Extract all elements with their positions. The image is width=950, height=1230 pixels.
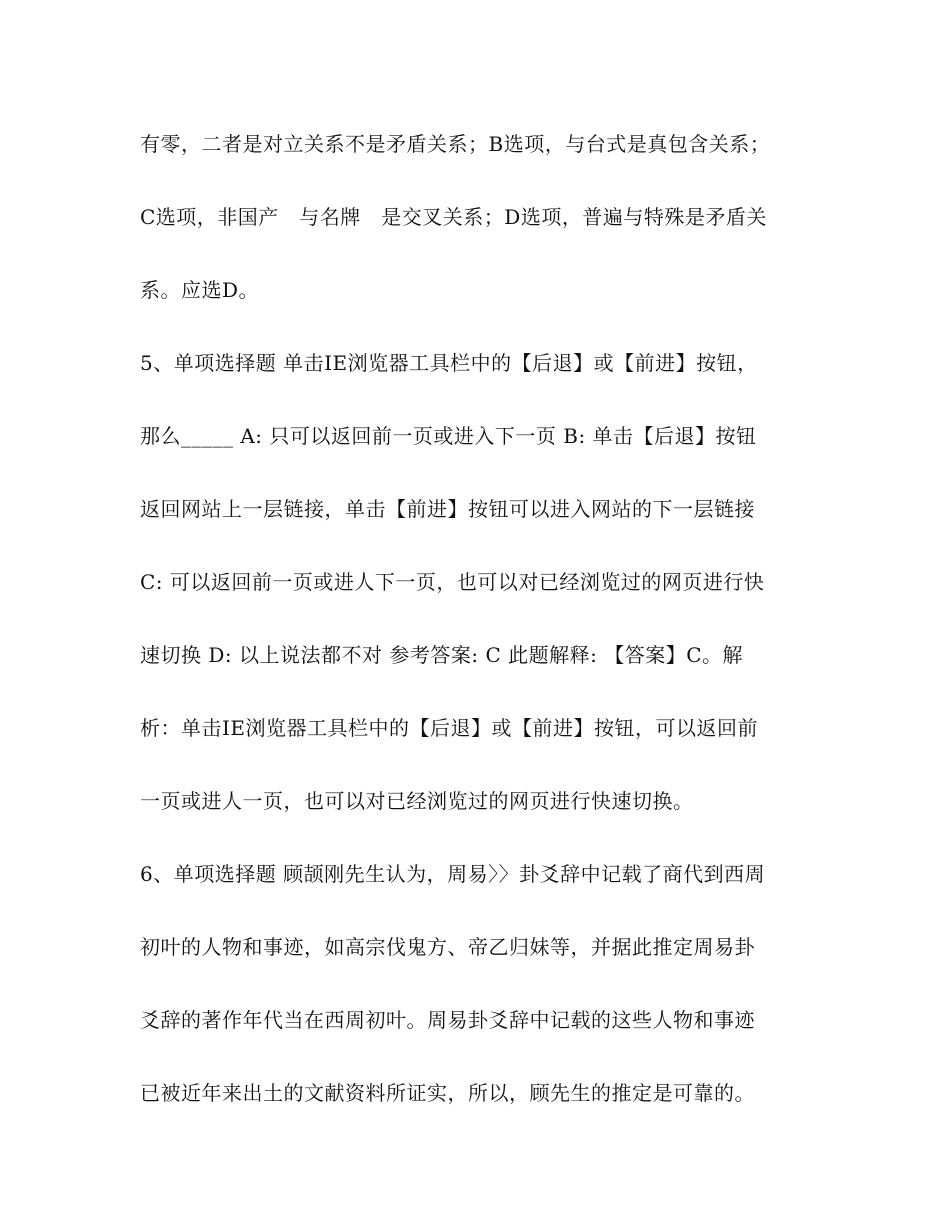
text-line: C: 可以返回前一页或进人下一页，也可以对已经浏览过的网页进行快 [140, 570, 765, 594]
text-line: 速切换 D: 以上说法都不对 参考答案: C 此题解释: 【答案】C。解 [140, 643, 743, 667]
text-line: 一页或进人一页，也可以对已经浏览过的网页进行快速切换。 [140, 789, 694, 813]
text-line: 那么_____ A: 只可以返回前一页或进入下一页 B: 单击【后退】按钮 [140, 424, 757, 448]
text-line: 爻辞的著作年代当在西周初叶。周易卦爻辞中记载的这些人物和事迹 [140, 1008, 755, 1032]
text-line: 有零，二者是对立关系不是矛盾关系；B选项，与台式是真包含关系； [140, 132, 771, 156]
question-5-heading-line: 5、单项选择题 单击IE浏览器工具栏中的【后退】或【前进】按钮， [140, 351, 758, 375]
text-line: 系。应选D。 [140, 278, 260, 302]
text-line: 初叶的人物和事迹，如高宗伐鬼方、帝乙归妹等，并据此推定周易卦 [140, 935, 755, 959]
text-line: 返回网站上一层链接，单击【前进】按钮可以进入网站的下一层链接 [140, 497, 755, 521]
question-6-heading-line: 6、单项选择题 顾颉刚先生认为，周易〉〉卦爻辞中记载了商代到西周 [140, 862, 766, 886]
text-line: C选项，非国产 与名牌 是交叉关系；D选项，普遍与特殊是矛盾关 [140, 205, 767, 229]
text-line: 析：单击IE浏览器工具栏中的【后退】或【前进】按钮，可以返回前 [140, 716, 758, 740]
text-line: 已被近年来出土的文献资料所证实，所以，顾先生的推定是可靠的。 [140, 1081, 755, 1105]
